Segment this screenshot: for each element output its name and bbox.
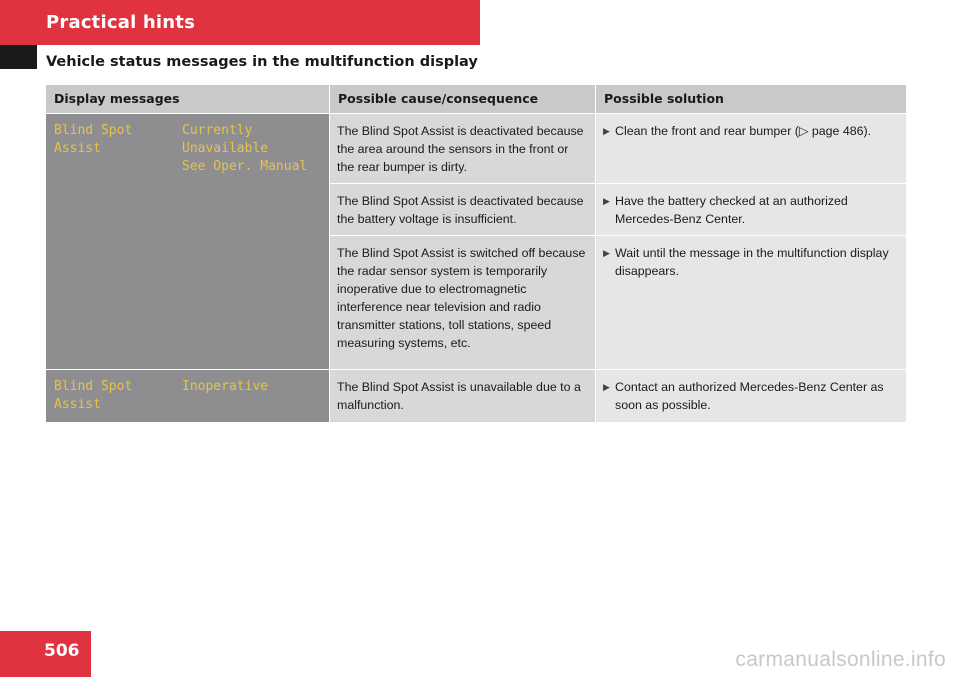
solution-text: Contact an authorized Mercedes-Benz Center as soon as possible.: [615, 380, 884, 412]
solution-text: Clean the front and rear bumper (▷ page 486).: [615, 124, 872, 138]
cause-cell: The Blind Spot Assist is unavailable due to a malfunction.: [330, 370, 596, 423]
solution-text: Have the battery checked at an authorized Mercedes-Benz Center.: [615, 194, 848, 226]
section-title: Vehicle status messages in the multifunction display: [46, 54, 478, 70]
display-message-status: Inoperative: [182, 379, 269, 394]
bullet-arrow-icon: ▶: [603, 126, 610, 136]
solution-cell: [596, 236, 907, 370]
status-messages-table: [45, 84, 907, 423]
column-header-display: Display messages: [46, 85, 330, 114]
solution-text: Wait until the message in the multifunction display disappears.: [615, 246, 889, 278]
cause-cell: The Blind Spot Assist is deactivated because the area around the sensors in the front or the rear bumper is dirty.: [330, 114, 596, 184]
bullet-arrow-icon: ▶: [603, 248, 610, 258]
solution-cell: [596, 184, 907, 236]
display-message-cell: [46, 370, 330, 423]
cause-cell: The Blind Spot Assist is deactivated because the battery voltage is insufficient.: [330, 184, 596, 236]
solution-cell: [596, 370, 907, 423]
column-header-cause: Possible cause/consequence: [330, 85, 596, 114]
display-message-status: Currently Unavailable See Oper. Manual: [182, 123, 308, 174]
bullet-arrow-icon: ▶: [603, 196, 610, 206]
solution-cell: [596, 114, 907, 184]
display-message-text: Blind Spot Assist: [54, 123, 133, 156]
page-number: 506: [44, 641, 80, 661]
table-row: [46, 114, 907, 184]
table-header-row: [46, 85, 907, 114]
cause-cell: The Blind Spot Assist is switched off because the radar sensor system is temporarily inoperative due to electromagnetic interference near television and radio transmitter stations, toll stations, speed measuring systems, etc.: [330, 236, 596, 370]
display-message-text: Blind Spot Assist: [54, 379, 133, 412]
display-message-cell: [46, 114, 330, 370]
chapter-title: Practical hints: [46, 12, 196, 33]
column-header-solution: Possible solution: [596, 85, 907, 114]
section-marker: [0, 45, 37, 69]
watermark: carmanualsonline.info: [735, 648, 946, 671]
bullet-arrow-icon: ▶: [603, 382, 610, 392]
table-row: [46, 370, 907, 423]
